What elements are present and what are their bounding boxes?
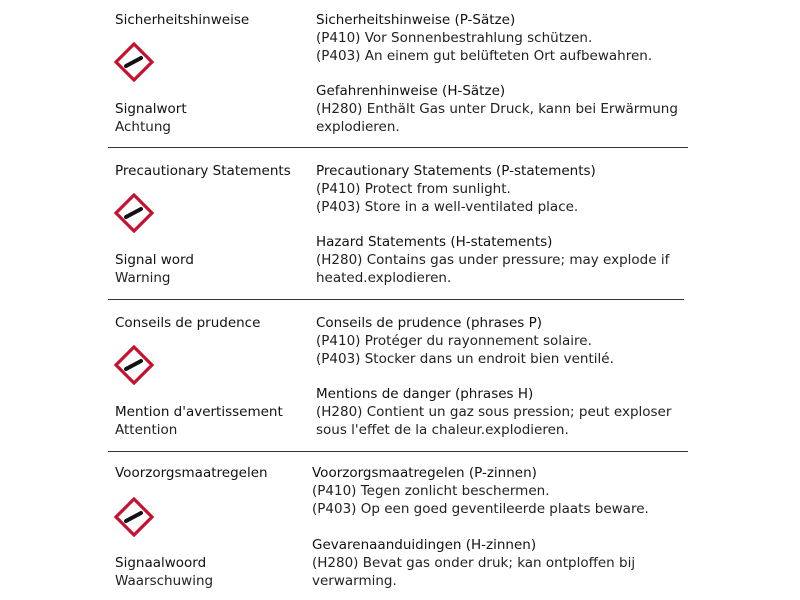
h-statement-line: sous l'effet de la chaleur.explodieren. bbox=[316, 422, 569, 438]
signal-word-label: Signaalwoord bbox=[115, 555, 207, 571]
left-title: Conseils de prudence bbox=[115, 315, 261, 331]
signal-word-value: Achtung bbox=[115, 119, 171, 135]
gas-cylinder-ghs04-icon bbox=[114, 345, 154, 385]
gas-cylinder-ghs04-icon bbox=[114, 193, 154, 233]
left-title: Sicherheitshinweise bbox=[115, 12, 250, 28]
p-statement-line: (P403) An einem gut belüfteten Ort aufbewahren. bbox=[316, 48, 653, 64]
h-statements-heading: Gevarenaanduidingen (H-zinnen) bbox=[312, 537, 537, 553]
h-statement-line: heated.explodieren. bbox=[316, 270, 452, 286]
gas-cylinder-ghs04-icon bbox=[114, 497, 154, 537]
h-statement-line: explodieren. bbox=[316, 119, 400, 135]
h-statement-line: verwarming. bbox=[312, 573, 397, 589]
signal-word-label: Mention d'avertissement bbox=[115, 404, 283, 420]
signal-word-value: Attention bbox=[115, 422, 178, 438]
h-statements-heading: Gefahrenhinweise (H-Sätze) bbox=[316, 83, 506, 99]
p-statements-heading: Conseils de prudence (phrases P) bbox=[316, 315, 542, 331]
gas-cylinder-ghs04-icon bbox=[114, 42, 154, 82]
p-statement-line: (P410) Protéger du rayonnement solaire. bbox=[316, 333, 592, 349]
h-statements-heading: Mentions de danger (phrases H) bbox=[316, 386, 534, 402]
signal-word-value: Waarschuwing bbox=[115, 573, 214, 589]
left-title: Precautionary Statements bbox=[115, 163, 291, 179]
p-statement-line: (P410) Tegen zonlicht beschermen. bbox=[312, 483, 550, 499]
p-statements-heading: Sicherheitshinweise (P-Sätze) bbox=[316, 12, 516, 28]
signal-word-label: Signal word bbox=[115, 252, 194, 268]
p-statement-line: (P410) Protect from sunlight. bbox=[316, 181, 511, 197]
section-divider bbox=[108, 451, 688, 452]
h-statements-heading: Hazard Statements (H-statements) bbox=[316, 234, 553, 250]
p-statement-line: (P410) Vor Sonnenbestrahlung schützen. bbox=[316, 30, 593, 46]
p-statement-line: (P403) Op een goed geventileerde plaats beware. bbox=[312, 501, 649, 517]
section-divider bbox=[108, 147, 688, 148]
p-statements-heading: Precautionary Statements (P-statements) bbox=[316, 163, 596, 179]
signal-word-label: Signalwort bbox=[115, 101, 187, 117]
h-statement-line: (H280) Contains gas under pressure; may explode if bbox=[316, 252, 670, 268]
p-statement-line: (P403) Store in a well-ventilated place. bbox=[316, 199, 579, 215]
h-statement-line: (H280) Enthält Gas unter Druck, kann bei Erwärmung bbox=[316, 101, 678, 117]
p-statements-heading: Voorzorgsmaatregelen (P-zinnen) bbox=[312, 465, 537, 481]
h-statement-line: (H280) Contient un gaz sous pression; peut exploser bbox=[316, 404, 672, 420]
p-statement-line: (P403) Stocker dans un endroit bien ventilé. bbox=[316, 351, 614, 367]
left-title: Voorzorgsmaatregelen bbox=[115, 465, 268, 481]
h-statement-line: (H280) Bevat gas onder druk; kan ontploffen bij bbox=[312, 555, 636, 571]
signal-word-value: Warning bbox=[115, 270, 171, 286]
section-divider bbox=[108, 299, 684, 300]
